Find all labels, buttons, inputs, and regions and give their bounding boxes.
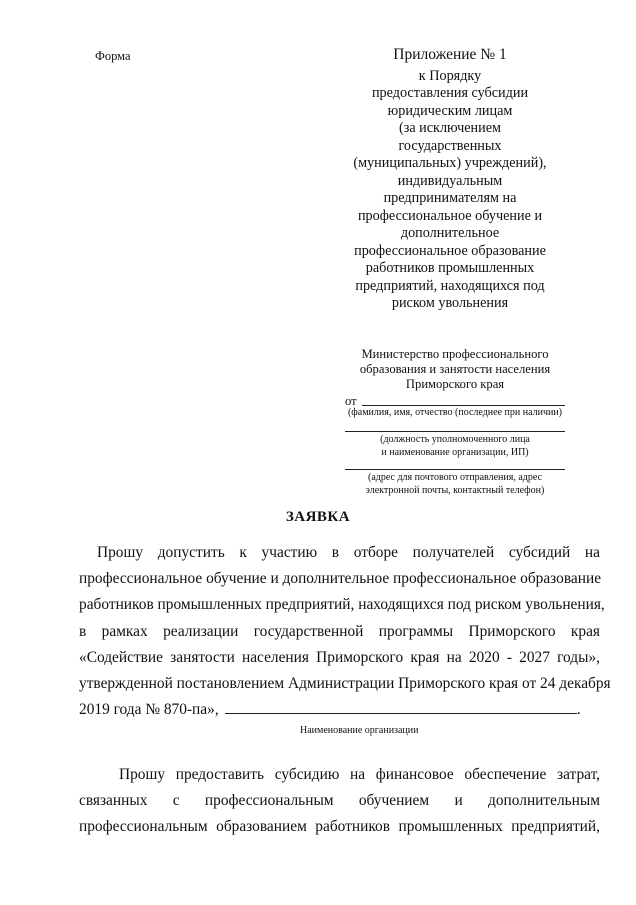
fio-field-line[interactable] — [362, 393, 565, 406]
organization-caption: Наименование организации — [300, 725, 419, 736]
ministry-line: образования и занятости населения — [359, 362, 551, 376]
ministry-addressee — [345, 347, 565, 392]
paragraph-line: профессиональным образованием работников промышленных предприятий, — [79, 818, 600, 836]
position-caption — [345, 434, 565, 459]
appendix-block — [345, 46, 555, 313]
fio-caption: (фамилия, имя, отчество (последнее при наличии) — [347, 407, 563, 418]
form-label: Форма — [95, 49, 131, 63]
paragraph-line: утвержденной постановлением Администрации Приморского края от 24 декабря — [79, 675, 611, 693]
paragraph-line: в рамках реализации государственной программы Приморского края — [79, 622, 600, 640]
paragraph-line: Прошу предоставить субсидию на финансовое обеспечение затрат, — [119, 766, 600, 783]
position-caption-line: (должность уполномоченного лица — [380, 434, 530, 445]
paragraph-last-prefix: 2019 года № 870-па», — [79, 701, 219, 719]
appendix-line: работников промышленных — [365, 260, 535, 276]
ministry-line: Министерство профессионального — [361, 347, 549, 361]
ministry-line: Приморского края — [405, 377, 505, 391]
paragraph-last-suffix: . — [576, 701, 581, 719]
appendix-line: государственных — [398, 137, 502, 154]
appendix-line: индивидуальным — [397, 172, 503, 189]
paragraph-2 — [79, 762, 600, 841]
paragraph-line: «Содействие занятости населения Приморского края на 2020 - 2027 годы», — [79, 648, 600, 666]
address-field-line[interactable] — [345, 457, 565, 470]
appendix-line: юридическим лицам — [387, 102, 513, 119]
organization-name-field[interactable] — [225, 699, 577, 714]
appendix-number: Приложение № 1 — [393, 46, 507, 63]
appendix-line: (муниципальных) учреждений), — [353, 155, 547, 171]
appendix-line: (за исключением — [399, 120, 501, 136]
address-caption — [345, 472, 565, 497]
paragraph-last-line — [79, 697, 600, 723]
appendix-line: предпринимателям на — [383, 190, 517, 206]
document-title: ЗАЯВКА — [285, 509, 351, 525]
address-caption-line: электронной почты, контактный телефон) — [365, 484, 545, 496]
paragraph-line: Прошу допустить к участию в отборе получателей субсидий на — [97, 544, 600, 561]
appendix-line: предприятий, находящихся под — [355, 277, 545, 294]
appendix-line: дополнительное — [400, 225, 500, 241]
position-field-line[interactable] — [345, 419, 565, 432]
position-caption-line: и наименование организации, ИП) — [381, 446, 529, 458]
appendix-line: профессиональное образование — [354, 242, 546, 259]
appendix-line: профессиональное обучение и — [357, 207, 543, 224]
paragraph-line: профессиональное обучение и дополнительное профессиональное образование — [79, 570, 602, 588]
paragraph-line: работников промышленных предприятий, находящихся под риском увольнения, — [79, 596, 605, 614]
address-caption-line: (адрес для почтового отправления, адрес — [367, 472, 543, 483]
paragraph-1 — [79, 540, 611, 723]
appendix-line: риском увольнения — [391, 295, 509, 311]
appendix-line: предоставления субсидии — [371, 85, 529, 101]
appendix-line: к Порядку — [418, 67, 482, 84]
from-label: от — [345, 394, 357, 408]
paragraph-line: связанных с профессиональным обучением и дополнительным — [79, 792, 600, 810]
